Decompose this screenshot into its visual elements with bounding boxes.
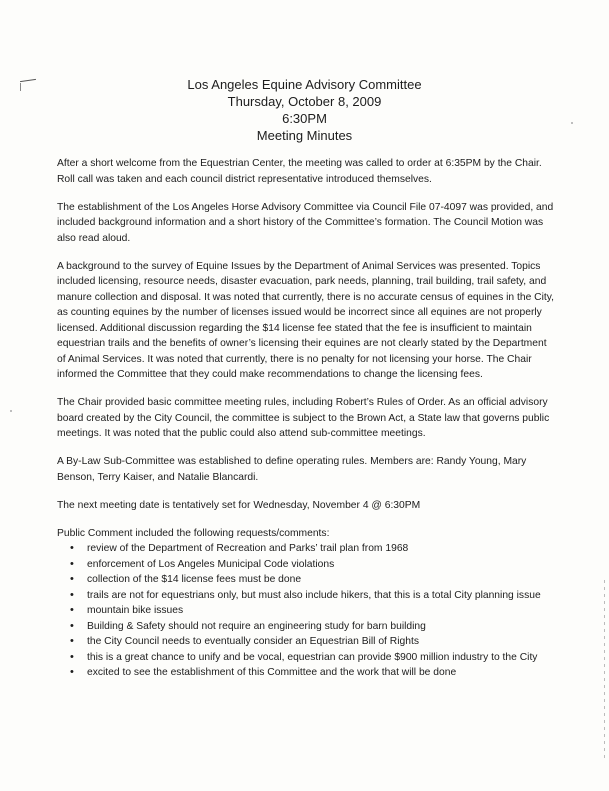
list-item: • trails are not for equestrians only, but must also include hikers, that this is a total City planning issue (87, 588, 557, 604)
list-item: • the City Council needs to eventually consider an Equestrian Bill of Rights (87, 634, 557, 650)
document-header (0, 76, 609, 144)
paragraph-survey-background: A background to the survey of Equine Issues by the Department of Animal Services was presented. Topics included licensing, resource needs, disaster evacuation, park needs, planning, trail building, trail safety, and manure collection and disposal. It was noted that currently, there is no accurate census of equines in the City, as counting equines by the number of licenses issued would be incorrect since all equines are not properly licensed. Additional discussion regarding the $14 license fee stated that the fee is insufficient to maintain equestrian trails and the benefits of owner’s licensing their equines are not clearly stated by the Department of Animal Services. It was noted that currently, there is no penalty for not licensing your horse. The Chair informed the Committee that they could make recommendations to change the licensing fees. (57, 260, 555, 380)
list-item: • enforcement of Los Angeles Municipal Code violations (87, 557, 557, 573)
paragraph-establishment: The establishment of the Los Angeles Horse Advisory Committee via Council File 07-4097 was provided, and included background information and a short history of the Committee’s formation. The Council Motion was also read aloud. (57, 201, 554, 244)
public-comment-intro: Public Comment included the following requests/comments: (57, 527, 330, 539)
paragraph-bylaw-subcommittee: A By-Law Sub-Committee was established to define operating rules. Members are: Randy Young, Mary Benson, Terry Kaiser, and Natalie Blancardi. (57, 456, 527, 483)
document-title: Meeting Minutes (256, 128, 353, 143)
paragraph-call-to-order: After a short welcome from the Equestrian Center, the meeting was called to order at 6:35PM by the Chair. Roll call was taken and each council district representative introduced themselves. (57, 158, 542, 185)
list-item: • review of the Department of Recreation and Parks’ trail plan from 1968 (87, 541, 557, 557)
meeting-time: 6:30PM (282, 111, 327, 126)
list-item: • Building & Safety should not require an engineering study for barn building (87, 619, 557, 635)
organization-name: Los Angeles Equine Advisory Committee (187, 77, 422, 92)
public-comment-list (57, 541, 557, 681)
list-item: • this is a great chance to unify and be vocal, equestrian can provide $900 million industry to the City (87, 650, 557, 666)
paragraph-meeting-rules: The Chair provided basic committee meeting rules, including Robert’s Rules of Order. As an official advisory board created by the City Council, the committee is subject to the Brown Act, a State law that governs public meetings. It was noted that the public could also attend sub-committee meetings. (57, 397, 550, 439)
paragraph-next-meeting: The next meeting date is tentatively set for Wednesday, November 4 @ 6:30PM (57, 499, 421, 511)
list-item: • excited to see the establishment of this Committee and the work that will be done (87, 665, 557, 681)
scan-edge-artifact (604, 580, 605, 760)
meeting-date: Thursday, October 8, 2009 (227, 94, 382, 109)
minutes-body (57, 156, 557, 681)
list-item: • mountain bike issues (87, 603, 557, 619)
list-item: • collection of the $14 license fees must be done (87, 572, 557, 588)
scan-speck (10, 410, 12, 412)
